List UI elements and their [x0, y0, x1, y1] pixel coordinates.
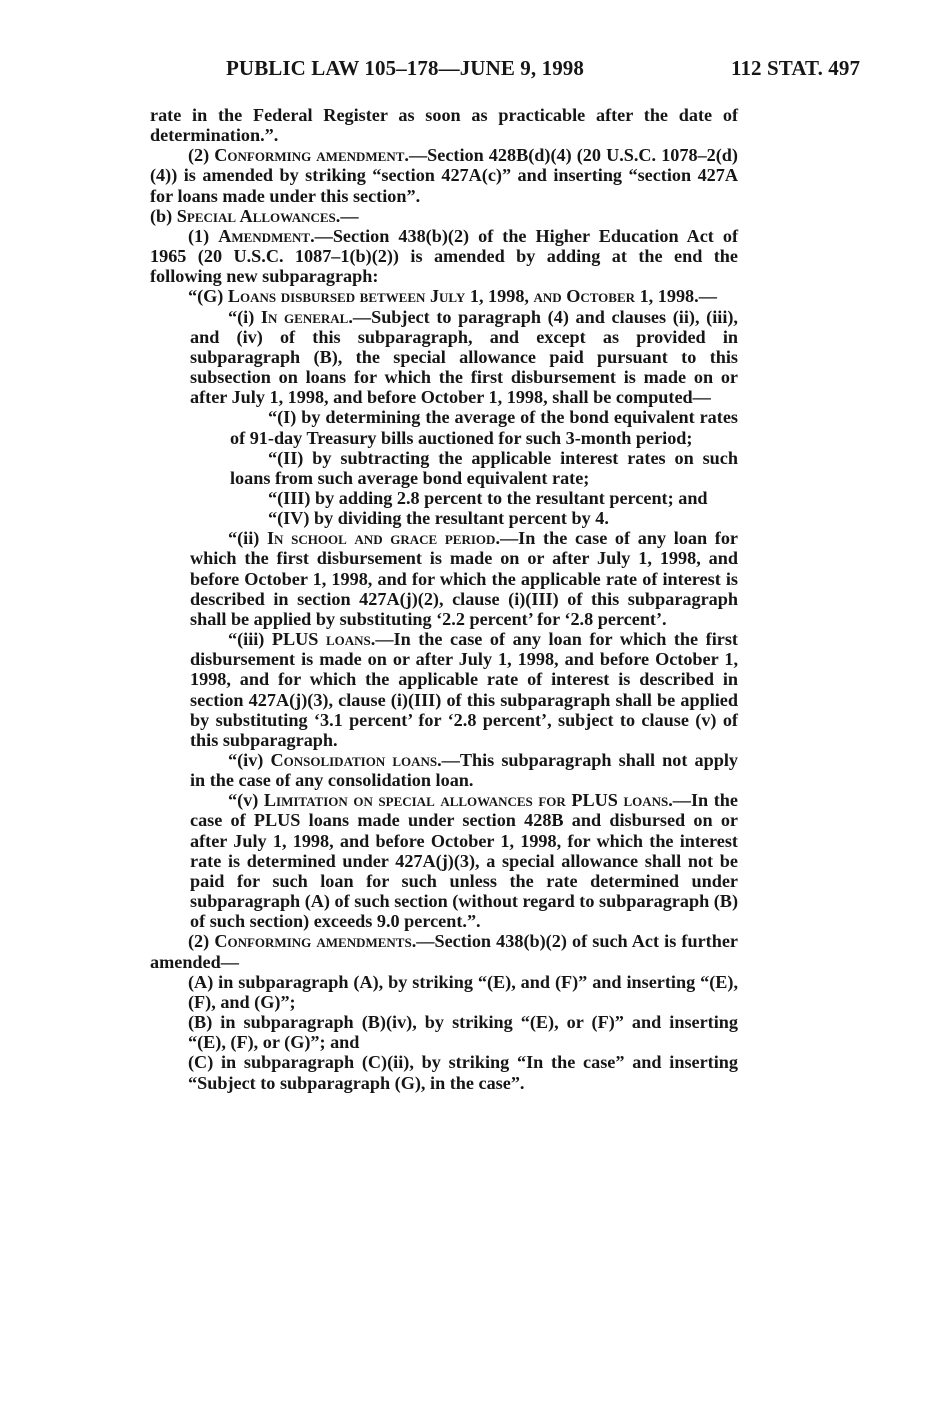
paragraph-lead: “(v) [228, 790, 264, 811]
paragraph-special-allowances [150, 206, 738, 226]
paragraph-conforming-amendments [150, 931, 738, 971]
paragraph-text: “(III) by adding 2.8 percent to the resultant percent; and [268, 487, 708, 508]
paragraph-text: .—Section 438(b)(2) of such Act is further amended— [150, 931, 738, 972]
paragraph-lead: “(G) [188, 286, 228, 307]
paragraph-amendment [150, 226, 738, 286]
paragraph-heading: Consolidation loans [270, 750, 438, 770]
clause-v [150, 790, 738, 931]
paragraph-text: “(I) by determining the average of the bond equivalent rates of 91-day Treasury bills auctioned for such 3-month period; [230, 407, 738, 448]
paragraph-lead: “(i) [228, 306, 261, 327]
clause-ii [150, 528, 738, 629]
paragraph-heading: Special Allowances [176, 205, 336, 226]
clause-iv [150, 750, 738, 790]
paragraph-lead: “(iii) PLUS [228, 629, 326, 650]
paragraph-lead: “(ii) [228, 528, 267, 549]
paragraph-lead: (b) [150, 205, 177, 226]
paragraph-text: “(IV) by dividing the resultant percent by 4. [268, 508, 609, 529]
subclause-I [150, 407, 738, 447]
paragraph-text: .—In the case of PLUS loans made under section 428B and disbursed on or after July 1, 1998, and before October 1, 1998, for which the interest rate is determined under 427A(j)(3), a special allowance shall not be paid for such loan for such unless the rate determined under subparagraph (A) of such section (without regard to subparagraph (B) of such section) exceeds 9.0 percent.”. [190, 790, 738, 932]
subclause-IV [150, 508, 738, 528]
paragraph-text: .—Section 428B(d)(4) (20 U.S.C. 1078–2(d)(4)) is amended by striking “section 427A(c)” and inserting “section 427A for loans made under this section”. [150, 145, 738, 206]
paragraph-text: rate in the Federal Register as soon as practicable after the date of determination.”. [150, 105, 738, 146]
subparagraph-g [150, 286, 738, 306]
paragraph-text: .— [694, 286, 717, 307]
paragraph-text: .—In the case of any loan for which the first disbursement is made on or after July 1, 1998, and before October 1, 1998, and for which the applicable rate of interest is described in section 427A(j)(3), clause (i)(III) of this subparagraph shall be applied by substituting ‘3.1 percent’ for ‘2.8 percent’, subject to clause (v) of this subparagraph. [190, 629, 738, 750]
paragraph-text: .—In the case of any loan for which the first disbursement is made on or after July 1, 1998, and before October 1, 1998, and for which the applicable rate of interest is described in section 427A(j)(2), clause (i)(III) of this subparagraph shall be applied by substituting ‘2.2 percent’ for ‘2.8 percent’. [190, 528, 738, 629]
paragraph-lead: “(iv) [228, 750, 271, 770]
clause-i [150, 307, 738, 408]
running-head: PUBLIC LAW 105–178—JUNE 9, 1998 [226, 56, 584, 80]
paragraph-heading: Conforming amendment [214, 145, 405, 166]
paragraph-text: .—This subparagraph shall not apply in the case of any consolidation loan. [190, 750, 738, 791]
paragraph-heading: In general [260, 306, 349, 327]
paragraph-text: .—Subject to paragraph (4) and clauses (ii), (iii), and (iv) of this subparagraph, and except as provided in subparagraph (B), the special allowance paid pursuant to this subsection on loans for which the first disbursement is made on or after July 1, 1998, and before October 1, 1998, shall be computed— [190, 306, 738, 408]
paragraph-heading: Conforming amendments [214, 931, 412, 952]
paragraph-heading: In school and grace period [266, 528, 496, 549]
paragraph-text: “(II) by subtracting the applicable interest rates on such loans from such average bond equivalent rate; [230, 447, 738, 488]
clause-iii [150, 629, 738, 750]
paragraph-heading: Amendment [218, 225, 311, 246]
paragraph-text: (A) in subparagraph (A), by striking “(E), and (F)” and inserting “(E), (F), and (G)”; [188, 971, 738, 1012]
subparagraph-a [150, 972, 738, 1012]
paragraph-heading: loans [623, 790, 669, 811]
page-header [0, 56, 940, 86]
paragraph [150, 105, 738, 145]
paragraph-text: (C) in subparagraph (C)(ii), by striking “In the case” and inserting “Subject to subparagraph (G), in the case”. [188, 1052, 738, 1093]
paragraph-text: (B) in subparagraph (B)(iv), by striking “(E), or (F)” and inserting “(E), (F), or (G)”; and [188, 1012, 738, 1053]
stat-page-number: 112 STAT. 497 [731, 56, 861, 80]
subclause-II [150, 448, 738, 488]
paragraph-text: .—Section 438(b)(2) of the Higher Education Act of 1965 (20 U.S.C. 1087–1(b)(2)) is amended by adding at the end the following new subparagraph: [150, 225, 738, 287]
paragraph-heading: Loans disbursed between July 1, 1998, and October 1, 1998 [227, 286, 695, 307]
body-text [150, 105, 738, 1093]
subparagraph-c [150, 1052, 738, 1092]
paragraph-lead: (2) [188, 145, 215, 166]
paragraph-text: .— [335, 205, 359, 226]
paragraph-lead: (2) [188, 931, 215, 952]
paragraph-conforming-amendment [150, 145, 738, 205]
paragraph-heading: Limitation on special allowances for [263, 790, 566, 811]
paragraph-heading: loans [325, 629, 371, 650]
subparagraph-b [150, 1012, 738, 1052]
paragraph-plus: PLUS [565, 790, 624, 811]
subclause-III [150, 488, 738, 508]
paragraph-lead: (1) [188, 225, 219, 246]
